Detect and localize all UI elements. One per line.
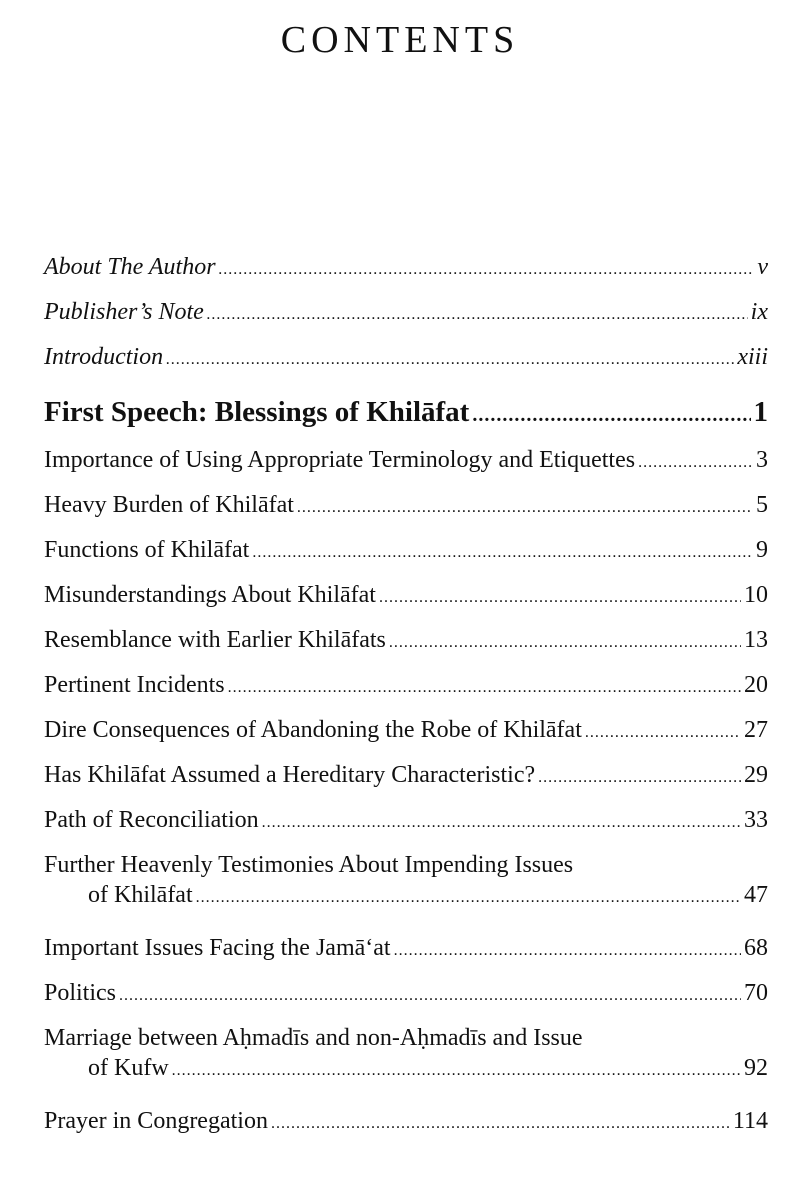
- toc-entry-label: Politics: [44, 980, 117, 1006]
- toc-page-number: 114: [732, 1108, 768, 1134]
- dot-leader: [585, 718, 741, 748]
- dot-leader: [472, 398, 750, 432]
- toc-page-number: ix: [750, 299, 768, 325]
- dot-leader: [394, 936, 741, 966]
- toc-entry[interactable]: [44, 715, 768, 760]
- toc-entry[interactable]: [44, 670, 768, 715]
- dot-leader: [172, 1056, 741, 1086]
- toc-entry-label: About The Author: [44, 254, 216, 280]
- dot-leader: [228, 673, 741, 703]
- toc-entry-about-the-author[interactable]: [44, 252, 768, 297]
- toc-entry[interactable]: [44, 580, 768, 625]
- toc-entry-label: Pertinent Incidents: [44, 672, 225, 698]
- toc-entry-label: Importance of Using Appropriate Terminology and Etiquettes: [44, 447, 636, 473]
- toc-entry-label: Misunderstandings About Khilāfat: [44, 582, 376, 608]
- toc-entry-label: Publisher’s Note: [44, 299, 204, 325]
- dot-leader: [262, 808, 741, 838]
- dot-leader: [207, 300, 748, 330]
- toc-page-number: v: [757, 254, 768, 280]
- toc-entry[interactable]: [44, 445, 768, 490]
- toc-page-number: 5: [756, 492, 768, 518]
- dot-leader: [219, 255, 755, 285]
- toc-entry-label: First Speech: Blessings of Khilāfat: [44, 396, 470, 428]
- toc-entry-label: Dire Consequences of Abandoning the Robe of Khilāfat: [44, 717, 582, 743]
- toc-entry-label: Resemblance with Earlier Khilāfats: [44, 627, 386, 653]
- dot-leader: [196, 883, 741, 913]
- toc-entry[interactable]: [44, 490, 768, 535]
- toc-entry[interactable]: [44, 625, 768, 670]
- toc-entry-introduction[interactable]: [44, 342, 768, 387]
- toc-page-number: 20: [744, 672, 768, 698]
- toc-entry-label: Important Issues Facing the Jamā‘at: [44, 935, 391, 961]
- toc-entry[interactable]: [44, 1023, 768, 1106]
- toc-entry[interactable]: [44, 850, 768, 933]
- toc-entry-label: Prayer in Congregation: [44, 1108, 268, 1134]
- toc-entry-label-continued: of Kufw: [88, 1055, 169, 1081]
- toc-page-number: 27: [744, 717, 768, 743]
- toc-entry-label: Introduction: [44, 344, 164, 370]
- toc-page-number: 33: [744, 807, 768, 833]
- dot-leader: [538, 763, 741, 793]
- toc-entry[interactable]: [44, 535, 768, 580]
- toc-entry-label: Heavy Burden of Khilāfat: [44, 492, 294, 518]
- toc-entry-label: Marriage between Aḥmadīs and non-Aḥmadīs and Issue: [44, 1025, 583, 1051]
- page-title: CONTENTS: [280, 19, 520, 61]
- toc-page-number: 29: [744, 762, 768, 788]
- dot-leader: [119, 981, 741, 1011]
- dot-leader: [297, 493, 753, 523]
- toc-page-number: 1: [753, 396, 768, 428]
- toc-entry-label: Has Khilāfat Assumed a Hereditary Characteristic?: [44, 762, 536, 788]
- dot-leader: [166, 345, 734, 375]
- toc-page-number: 68: [744, 935, 768, 961]
- toc-entry[interactable]: [44, 978, 768, 1023]
- toc-page-number: xiii: [737, 344, 768, 370]
- toc-page-number: 47: [744, 882, 768, 908]
- toc-page-number: 10: [744, 582, 768, 608]
- toc-entry[interactable]: [44, 933, 768, 978]
- dot-leader: [271, 1109, 730, 1139]
- toc-entry-publishers-note[interactable]: [44, 297, 768, 342]
- toc-page-number: 13: [744, 627, 768, 653]
- toc-entry-label: Further Heavenly Testimonies About Impending Issues: [44, 852, 574, 878]
- table-of-contents: [44, 252, 768, 1151]
- toc-page-number: 70: [744, 980, 768, 1006]
- toc-page-number: 92: [744, 1055, 768, 1081]
- toc-page-number: 9: [756, 537, 768, 563]
- toc-entry[interactable]: [44, 1106, 768, 1151]
- toc-entry[interactable]: [44, 760, 768, 805]
- dot-leader: [389, 628, 741, 658]
- dot-leader: [379, 583, 741, 613]
- toc-entry[interactable]: [44, 805, 768, 850]
- toc-entry-label: Path of Reconciliation: [44, 807, 259, 833]
- toc-entry-label-continued: of Khilāfat: [88, 882, 193, 908]
- toc-entry-first-speech[interactable]: [44, 395, 768, 445]
- toc-entry-label: Functions of Khilāfat: [44, 537, 250, 563]
- dot-leader: [252, 538, 753, 568]
- toc-page-number: 3: [756, 447, 768, 473]
- dot-leader: [638, 448, 753, 478]
